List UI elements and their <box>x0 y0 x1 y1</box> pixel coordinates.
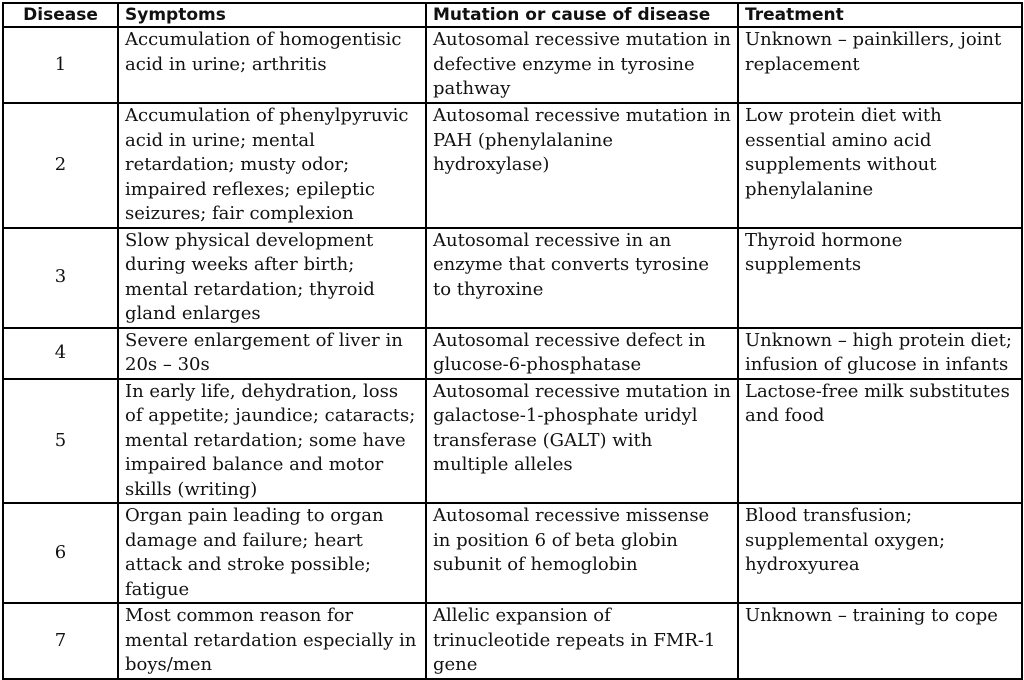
table-row <box>3 103 1022 228</box>
table-row <box>3 328 1022 379</box>
symptoms-cell: Accumulation of phenylpyruvic acid in urine; mental retardation; musty odor; impaired reflexes; epileptic seizures; fair complexion <box>118 103 426 228</box>
disease-number-cell: 6 <box>3 503 118 603</box>
symptoms-cell: Accumulation of homogentisic acid in urine; arthritis <box>118 27 426 103</box>
cause-cell: Autosomal recessive defect in glucose-6-phosphatase <box>426 328 738 379</box>
cause-cell: Autosomal recessive missense in position 6 of beta globin subunit of hemoglobin <box>426 503 738 603</box>
table-body <box>3 27 1022 679</box>
table-row <box>3 379 1022 504</box>
table-row <box>3 503 1022 603</box>
disease-number-cell: 1 <box>3 27 118 103</box>
treatment-cell: Unknown – training to cope <box>738 603 1022 679</box>
symptoms-cell: Severe enlargement of liver in 20s – 30s <box>118 328 426 379</box>
symptoms-cell: Most common reason for mental retardation especially in boys/men <box>118 603 426 679</box>
disease-number-cell: 4 <box>3 328 118 379</box>
cause-cell: Autosomal recessive in an enzyme that converts tyrosine to thyroxine <box>426 228 738 328</box>
disease-number-cell: 3 <box>3 228 118 328</box>
treatment-cell: Blood transfusion; supplemental oxygen; hydroxyurea <box>738 503 1022 603</box>
symptoms-cell: Slow physical development during weeks after birth; mental retardation; thyroid gland enlarges <box>118 228 426 328</box>
cause-cell: Allelic expansion of trinucleotide repeats in FMR-1 gene <box>426 603 738 679</box>
disease-number-cell: 2 <box>3 103 118 228</box>
cause-cell: Autosomal recessive mutation in defective enzyme in tyrosine pathway <box>426 27 738 103</box>
disease-table <box>2 2 1023 680</box>
header-row <box>3 3 1022 27</box>
cause-cell: Autosomal recessive mutation in PAH (phenylalanine hydroxylase) <box>426 103 738 228</box>
table-row <box>3 603 1022 679</box>
header-disease: Disease <box>3 3 118 27</box>
treatment-cell: Unknown – painkillers, joint replacement <box>738 27 1022 103</box>
treatment-cell: Low protein diet with essential amino acid supplements without phenylalanine <box>738 103 1022 228</box>
symptoms-cell: In early life, dehydration, loss of appetite; jaundice; cataracts; mental retardation; some have impaired balance and motor skills (writing) <box>118 379 426 504</box>
treatment-cell: Lactose-free milk substitutes and food <box>738 379 1022 504</box>
treatment-cell: Unknown – high protein diet; infusion of glucose in infants <box>738 328 1022 379</box>
header-treatment: Treatment <box>738 3 1022 27</box>
table-header <box>3 3 1022 27</box>
cause-cell: Autosomal recessive mutation in galactose-1-phosphate uridyl transferase (GALT) with multiple alleles <box>426 379 738 504</box>
table-row <box>3 228 1022 328</box>
treatment-cell: Thyroid hormone supplements <box>738 228 1022 328</box>
table-row <box>3 27 1022 103</box>
disease-number-cell: 7 <box>3 603 118 679</box>
disease-number-cell: 5 <box>3 379 118 504</box>
header-cause: Mutation or cause of disease <box>426 3 738 27</box>
symptoms-cell: Organ pain leading to organ damage and failure; heart attack and stroke possible; fatigue <box>118 503 426 603</box>
header-symptoms: Symptoms <box>118 3 426 27</box>
